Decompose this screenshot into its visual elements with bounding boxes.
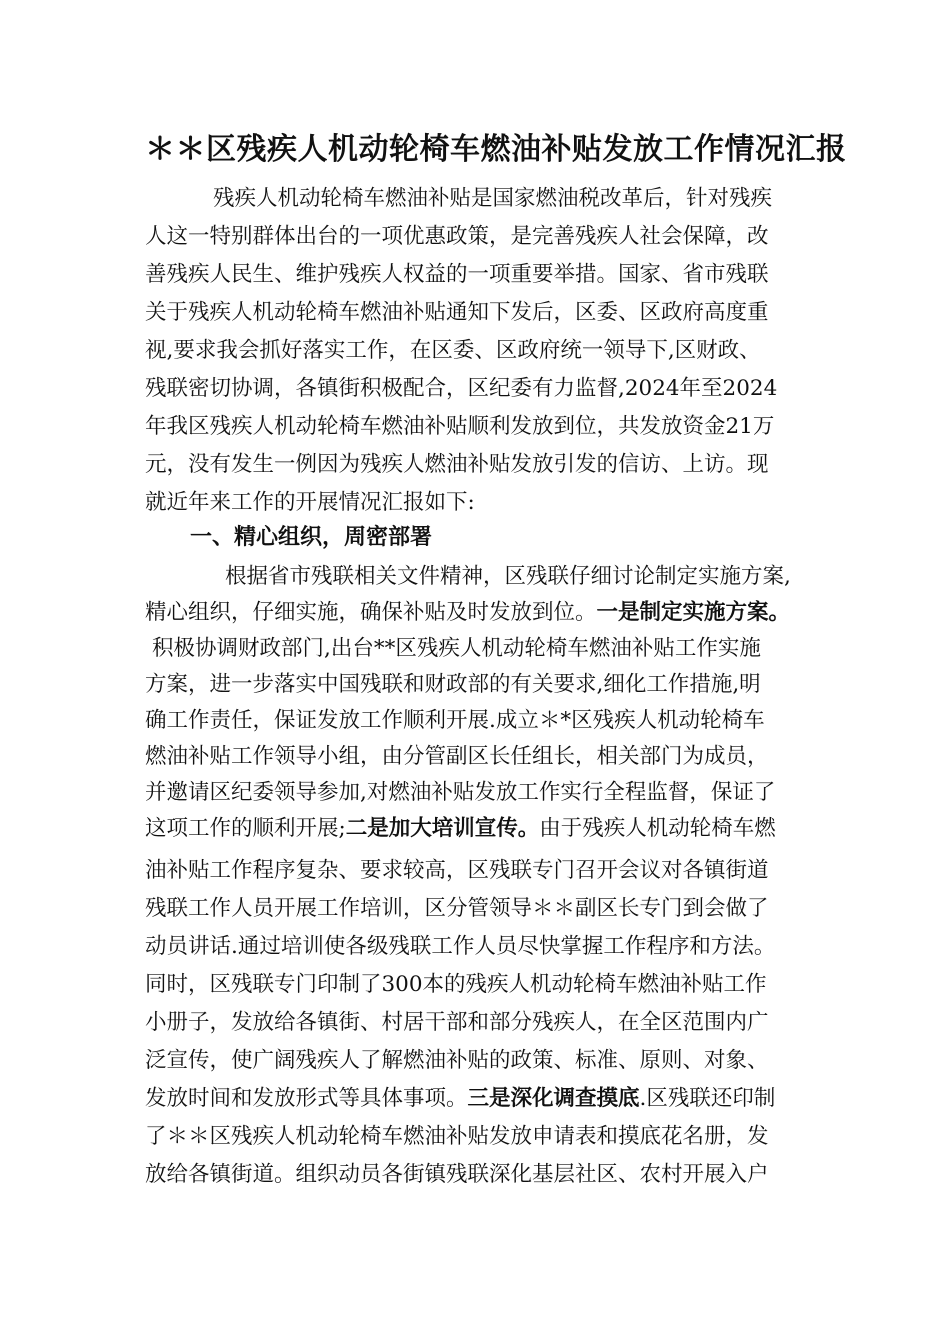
body-text: 由于残疾人机动轮椅车燃 (539, 816, 776, 841)
body-line: 方案，进一步落实中国残联和财政部的有关要求,细化工作措施,明 (145, 672, 761, 697)
intro-line: 善残疾人民生、维护残疾人权益的一项重要举措。国家、省市残联 (145, 262, 769, 287)
body-line: 油补贴工作程序复杂、要求较高，区残联专门召开会议对各镇街道 (145, 858, 769, 883)
intro-line: 年我区残疾人机动轮椅车燃油补贴顺利发放到位，共发放资金21万 (145, 414, 775, 439)
body-text: 精心组织，仔细实施，确保补贴及时发放到位。 (145, 600, 597, 625)
body-line (145, 811, 776, 847)
intro-line: 人这一特别群体出台的一项优惠政策，是完善残疾人社会保障，改 (145, 224, 769, 249)
body-line (145, 595, 790, 631)
body-line: 根据省市残联相关文件精神，区残联仔细讨论制定实施方案, (225, 564, 791, 589)
body-text: 这项工作的顺利开展; (145, 816, 346, 841)
intro-line: 就近年来工作的开展情况汇报如下: (145, 490, 475, 515)
document-title: ＊＊区残疾人机动轮椅车燃油补贴发放工作情况汇报 (145, 132, 847, 167)
intro-line: 关于残疾人机动轮椅车燃油补贴通知下发后，区委、区政府高度重 (145, 300, 769, 325)
body-line: 泛宣传，使广阔残疾人了解燃油补贴的政策、标准、原则、对象、 (145, 1048, 769, 1073)
intro-line: 视,要求我会抓好落实工作，在区委、区政府统一领导下,区财政、 (145, 338, 761, 363)
intro-line: 残疾人机动轮椅车燃油补贴是国家燃油税改革后，针对残疾 (213, 186, 773, 211)
body-line: 同时，区残联专门印制了300本的残疾人机动轮椅车燃油补贴工作 (145, 972, 767, 997)
body-line: 燃油补贴工作领导小组，由分管副区长任组长，相关部门为成员， (145, 744, 769, 769)
body-line: 了＊＊区残疾人机动轮椅车燃油补贴发放申请表和摸底花名册，发 (145, 1124, 769, 1149)
bold-phrase: 二是加大培训宣传。 (345, 816, 540, 841)
intro-line: 残联密切协调，各镇街积极配合，区纪委有力监督,2024年至2024 (145, 376, 778, 401)
body-line (145, 1081, 775, 1117)
body-line: 放给各镇街道。组织动员各街镇残联深化基层社区、农村开展入户 (145, 1162, 769, 1187)
body-line: 积极协调财政部门,出台**区残疾人机动轮椅车燃油补贴工作实施 (152, 636, 761, 661)
bold-phrase: 一是制定实施方案。 (596, 600, 791, 625)
body-text: 发放时间和发放形式等具体事项。 (145, 1086, 468, 1111)
intro-line: 元，没有发生一例因为残疾人燃油补贴发放引发的信访、上访。现 (145, 452, 769, 477)
body-line: 并邀请区纪委领导参加,对燃油补贴发放工作实行全程监督，保证了 (145, 780, 776, 805)
bold-phrase: 三是深化调查摸底 (467, 1086, 640, 1111)
body-line: 动员讲话.通过培训使各级残联工作人员尽快掌握工作程序和方法。 (145, 934, 776, 959)
body-line: 残联工作人员开展工作培训，区分管领导＊＊副区长专门到会做了 (145, 896, 769, 921)
section-heading: 一、精心组织，周密部署 (190, 525, 433, 550)
body-line: 确工作责任，保证发放工作顺利开展.成立＊*区残疾人机动轮椅车 (145, 708, 765, 733)
body-text: .区残联还印制 (639, 1086, 776, 1111)
body-line: 小册子，发放给各镇街、村居干部和部分残疾人，在全区范围内广 (145, 1010, 769, 1035)
